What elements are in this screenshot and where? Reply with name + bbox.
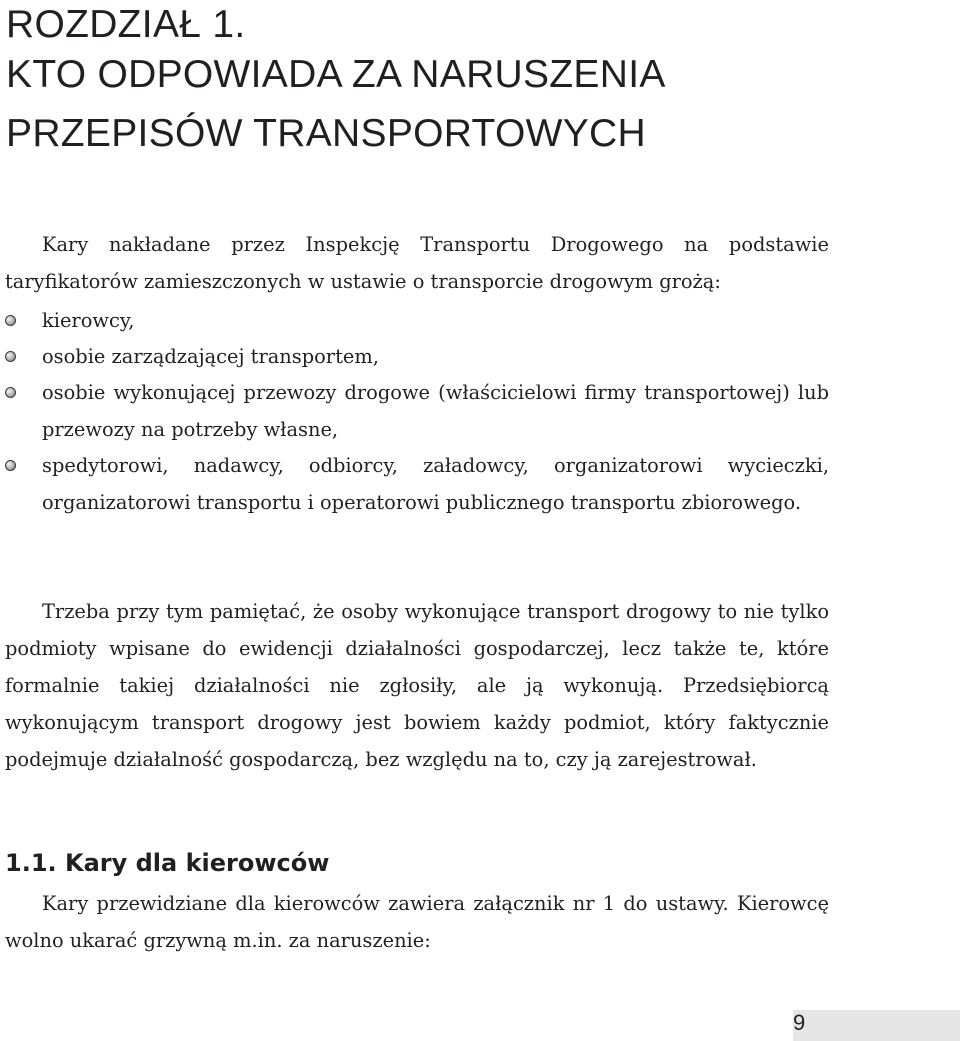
section-heading: 1.1. Kary dla kierowców: [5, 849, 330, 877]
body-paragraph-text: Trzeba przy tym pamiętać, że osoby wykonujące transport drogowy to nie tylko podmioty wpisane do ewidencji działalności gospodarczej, lecz także te, które formalnie takiej działalności nie zgłosiły, ale ją wykonują. Przedsiębiorcą wykonującym transport drogowy jest bowiem każdy podmiot, który faktycznie podejmuje działalność gospodarczą, bez względu na to, czy ją zarejestrował.: [5, 600, 829, 771]
chapter-title-line-1: KTO ODPOWIADA ZA NARUSZENIA: [6, 53, 666, 96]
section-paragraph: [5, 885, 829, 959]
list-item: [42, 447, 829, 521]
list-item-text: osobie zarządzającej transportem,: [42, 345, 379, 368]
list-item: [42, 338, 829, 375]
intro-text: Kary nakładane przez Inspekcję Transportu Drogowego na podstawie taryfikatorów zamieszczonych w ustawie o transporcie drogowym grożą:: [5, 233, 829, 293]
bullet-icon: [5, 351, 16, 362]
intro-paragraph: [5, 226, 829, 300]
list-item: [42, 374, 829, 448]
list-item-text: kierowcy,: [42, 309, 135, 332]
page-number-tab: [793, 1010, 960, 1041]
list-item: [42, 302, 829, 339]
page-number: 9: [793, 1010, 806, 1035]
chapter-number: ROZDZIAŁ 1.: [6, 3, 246, 46]
list-item-text: osobie wykonującej przewozy drogowe (właścicielowi firmy transportowej) lub przewozy na potrzeby własne,: [42, 381, 829, 441]
bullet-icon: [5, 387, 16, 398]
chapter-title-line-2: PRZEPISÓW TRANSPORTOWYCH: [6, 112, 646, 155]
bullet-icon: [5, 460, 16, 471]
bullet-icon: [5, 315, 16, 326]
list-item-text: spedytorowi, nadawcy, odbiorcy, załadowcy, organizatorowi wycieczki, organizatorowi transportu i operatorowi publicznego transportu zbiorowego.: [42, 454, 829, 514]
section-paragraph-text: Kary przewidziane dla kierowców zawiera załącznik nr 1 do ustawy. Kierowcę wolno ukarać grzywną m.in. za naruszenie:: [5, 892, 829, 952]
body-paragraph: [5, 593, 829, 778]
